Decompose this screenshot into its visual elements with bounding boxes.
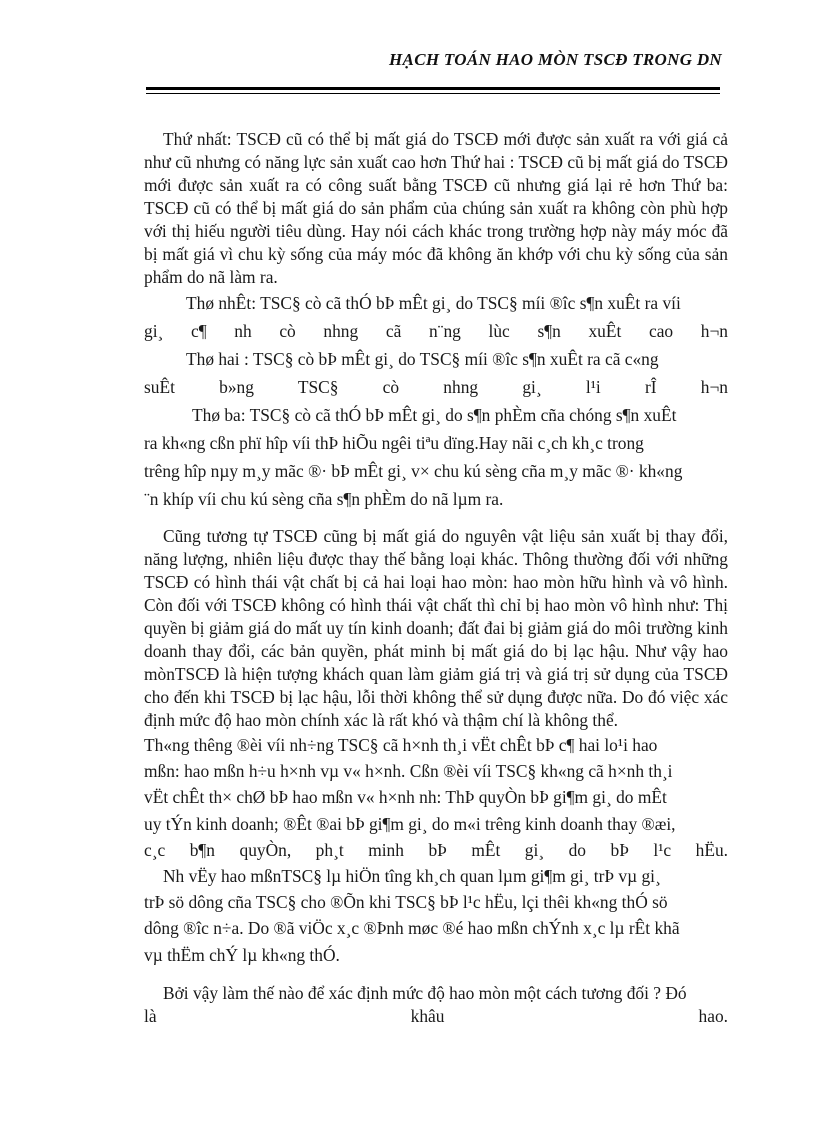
paragraph-legacy-font-1 bbox=[144, 289, 728, 513]
paragraph-legacy-font-2 bbox=[144, 732, 728, 968]
body-text bbox=[144, 128, 728, 1028]
header-rule-thin bbox=[146, 93, 720, 94]
text-line: uy tÝn kinh doanh; ®Êt ®ai bÞ gi¶m gi¸ do m«i trêng kinh doanh thay ®æi, bbox=[144, 813, 676, 834]
text-line: Th«ng thêng ®èi víi nh÷ng TSC§ cã h×nh th¸i vËt chÊt bÞ c¶ hai lo¹i hao bbox=[144, 735, 658, 755]
text-line: trÞ sö dông cña TSC§ cho ®Õn khi TSC§ bÞ l¹c hËu, lçi thêi kh«ng thÓ sö bbox=[144, 892, 668, 913]
text-line: ¨n khíp víi chu kú sèng cña s¶n phÈm do nã lµm ra. bbox=[144, 489, 504, 509]
text-line: Bởi vậy làm thế nào để xác định mức độ hao mòn một cách tương đối ? Đó bbox=[163, 982, 687, 1003]
text-line: là khâu hao. bbox=[144, 1005, 728, 1026]
text-line: Thø ba: TSC§ cò cã thÓ bÞ mÊt gi¸ do s¶n phÈm cña chóng s¶n xuÊt bbox=[192, 405, 677, 425]
text-line: trêng hîp nµy m¸y mãc ®· bÞ mÊt gi¸ v× chu kú sèng cña m¸y mãc ®· kh«ng bbox=[144, 461, 683, 481]
text-line: ra kh«ng cßn phï hîp víi thÞ hiÕu ngêi tiªu dïng.Hay nãi c¸ch kh¸c trong bbox=[144, 433, 644, 453]
text-line: vµ thËm chÝ lµ kh«ng thÓ. bbox=[144, 944, 340, 965]
running-header: HẠCH TOÁN HAO MÒN TSCĐ TRONG DN bbox=[389, 50, 722, 69]
paragraph-vietnamese-3 bbox=[144, 982, 728, 1028]
text-line: gi¸ c¶ nh cò nhng cã n¨ng lùc s¶n xuÊt cao h¬n bbox=[144, 321, 728, 341]
text-line: c¸c b¶n quyÒn, ph¸t minh bÞ mÊt gi¸ do bÞ l¹c hËu. bbox=[144, 839, 728, 860]
text-line: Thø hai : TSC§ cò bÞ mÊt gi¸ do TSC§ míi ®îc s¶n xuÊt ra cã c«ng bbox=[186, 349, 659, 369]
header-rule-thick bbox=[146, 87, 720, 90]
text-line: Thø nhÊt: TSC§ cò cã thÓ bÞ mÊt gi¸ do TSC§ míi ®îc s¶n xuÊt ra víi bbox=[186, 293, 681, 313]
text-line: vËt chÊt th× chØ bÞ hao mßn v« h×nh nh: ThÞ quyÒn bÞ gi¶m gi¸ do mÊt bbox=[144, 787, 667, 808]
text-line: dông ®îc n÷a. Do ®ã viÖc x¸c ®Þnh møc ®é hao mßn chÝnh x¸c lµ rÊt khã bbox=[144, 918, 680, 939]
paragraph-vietnamese-1: Thứ nhất: TSCĐ cũ có thể bị mất giá do TSCĐ mới được sản xuất ra với giá cả như cũ nhưng có năng lực sản xuất cao hơn Thứ hai : TSCĐ cũ bị mất giá do TSCĐ mới được sản xuất ra có công suất bằng TSCĐ cũ nhưng giá lại rẻ hơn Thứ ba: TSCĐ cũ có thể bị mất giá do sản phẩm của chúng sản xuất ra không còn phù hợp với thị hiếu người tiêu dùng. Hay nói cách khác trong trường hợp này máy móc đã bị mất giá vì chu kỳ sống của máy móc đã không ăn khớp với chu kỳ sống của sản phẩm do nã làm ra. bbox=[144, 129, 728, 287]
text-line: mßn: hao mßn h÷u h×nh vµ v« h×nh. Cßn ®èi víi TSC§ kh«ng cã h×nh th¸i bbox=[144, 761, 673, 782]
text-line: suÊt b»ng TSC§ cò nhng gi¸ l¹i rÎ h¬n bbox=[144, 377, 728, 397]
text-line: Nh vËy hao mßnTSC§ lµ hiÖn tîng kh¸ch quan lµm gi¶m gi¸ trÞ vµ gi¸ bbox=[163, 866, 661, 887]
paragraph-vietnamese-2: Cũng tương tự TSCĐ cũng bị mất giá do nguyên vật liệu sản xuất bị thay đổi, năng lượng, nhiên liệu được thay thế bằng loại khác. Thông thường đối với những TSCĐ có hình thái vật chất bị cả hai loại hao mòn: hao mòn hữu hình và vô hình. Còn đối với TSCĐ không có hình thái vật chất thì chỉ bị hao mòn vô hình như: Thị quyền bị giảm giá do mất uy tín kinh doanh; đất đai bị giảm giá do môi trường kinh doanh thay đổi, các bản quyền, phát minh bị mất giá do bị lạc hậu. Như vậy hao mònTSCĐ là hiện tượng khách quan làm giảm giá trị và giá trị sử dụng của TSCĐ cho đến khi TSCĐ bị lạc hậu, lỗi thời không thể sử dụng được nữa. Do đó việc xác định mức độ hao mòn chính xác là rất khó và thậm chí là không thể. bbox=[144, 526, 728, 730]
